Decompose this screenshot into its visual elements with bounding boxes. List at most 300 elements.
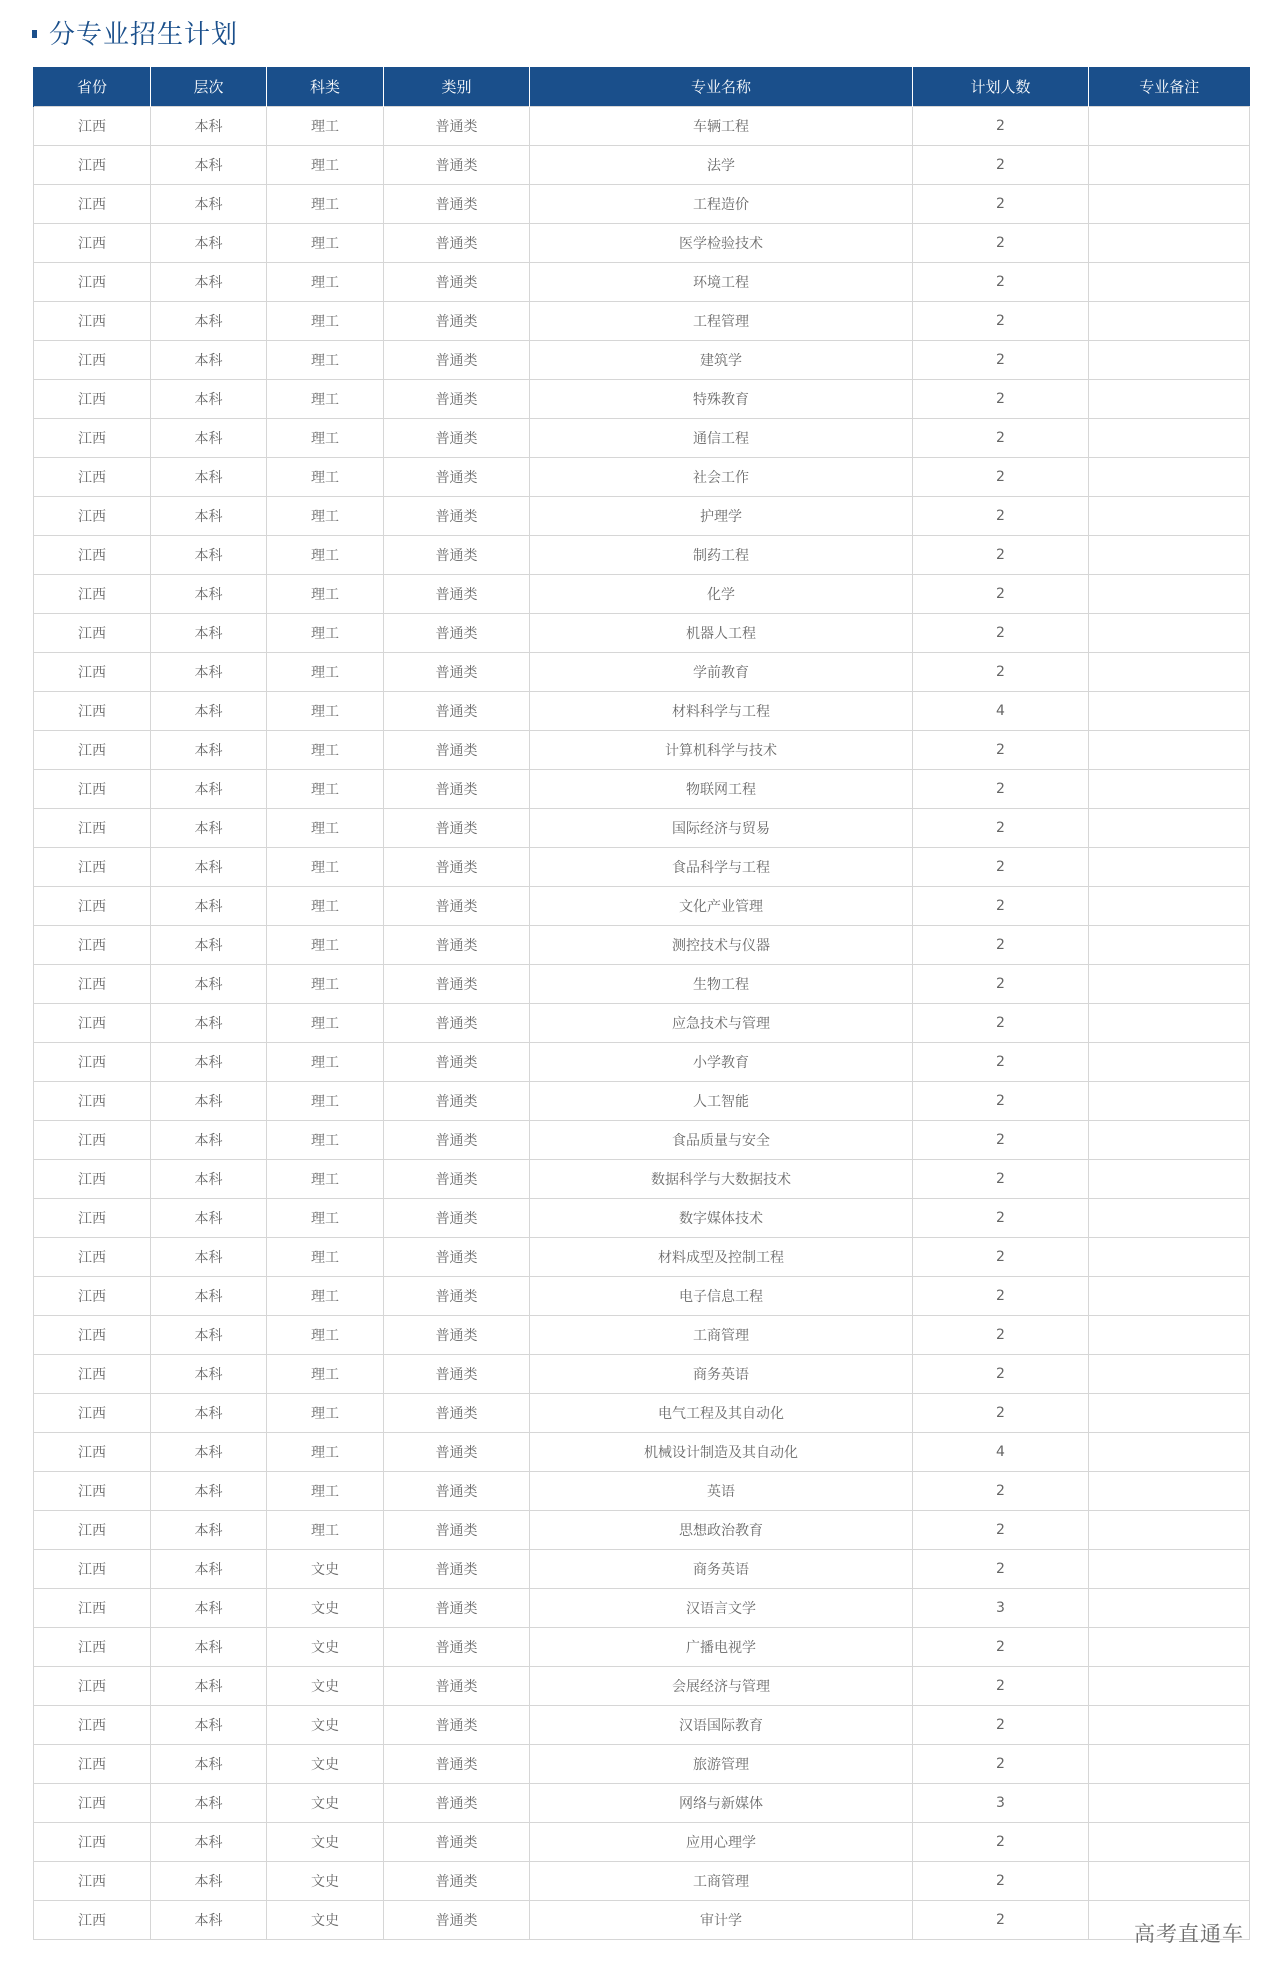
cell-province: 江西 <box>34 1823 151 1862</box>
cell-category: 普通类 <box>384 653 530 692</box>
cell-major-name: 应急技术与管理 <box>530 1004 913 1043</box>
cell-major-name: 汉语言文学 <box>530 1589 913 1628</box>
cell-major-note <box>1089 965 1250 1004</box>
cell-level: 本科 <box>151 1862 267 1901</box>
cell-level: 本科 <box>151 497 267 536</box>
table-row <box>34 1004 1250 1043</box>
cell-major-name: 环境工程 <box>530 263 913 302</box>
cell-category: 普通类 <box>384 1511 530 1550</box>
cell-plan-count: 2 <box>913 458 1089 497</box>
cell-subject-type: 理工 <box>267 614 384 653</box>
cell-province: 江西 <box>34 1082 151 1121</box>
cell-category: 普通类 <box>384 1745 530 1784</box>
cell-subject-type: 理工 <box>267 1043 384 1082</box>
cell-plan-count: 2 <box>913 1082 1089 1121</box>
cell-major-note <box>1089 731 1250 770</box>
cell-major-name: 工程造价 <box>530 185 913 224</box>
cell-subject-type: 理工 <box>267 224 384 263</box>
cell-major-note <box>1089 1394 1250 1433</box>
cell-category: 普通类 <box>384 1901 530 1940</box>
cell-level: 本科 <box>151 302 267 341</box>
cell-major-note <box>1089 1823 1250 1862</box>
cell-province: 江西 <box>34 1901 151 1940</box>
cell-subject-type: 理工 <box>267 1433 384 1472</box>
cell-major-note <box>1089 653 1250 692</box>
cell-level: 本科 <box>151 146 267 185</box>
cell-major-name: 护理学 <box>530 497 913 536</box>
cell-category: 普通类 <box>384 1628 530 1667</box>
cell-level: 本科 <box>151 1550 267 1589</box>
column-header-province: 省份 <box>34 67 151 107</box>
cell-plan-count: 2 <box>913 1238 1089 1277</box>
table-row <box>34 965 1250 1004</box>
cell-province: 江西 <box>34 1004 151 1043</box>
cell-level: 本科 <box>151 809 267 848</box>
cell-major-note <box>1089 263 1250 302</box>
cell-subject-type: 文史 <box>267 1628 384 1667</box>
cell-province: 江西 <box>34 1121 151 1160</box>
cell-major-note <box>1089 887 1250 926</box>
cell-major-note <box>1089 224 1250 263</box>
table-row <box>34 887 1250 926</box>
cell-major-note <box>1089 302 1250 341</box>
cell-level: 本科 <box>151 1121 267 1160</box>
cell-province: 江西 <box>34 575 151 614</box>
table-row <box>34 770 1250 809</box>
cell-level: 本科 <box>151 185 267 224</box>
cell-province: 江西 <box>34 1628 151 1667</box>
table-row <box>34 146 1250 185</box>
table-row <box>34 1784 1250 1823</box>
table-row <box>34 1550 1250 1589</box>
cell-major-note <box>1089 1160 1250 1199</box>
cell-subject-type: 文史 <box>267 1901 384 1940</box>
cell-major-note <box>1089 380 1250 419</box>
cell-subject-type: 理工 <box>267 653 384 692</box>
cell-major-name: 生物工程 <box>530 965 913 1004</box>
cell-major-name: 商务英语 <box>530 1355 913 1394</box>
cell-major-note <box>1089 1277 1250 1316</box>
cell-subject-type: 理工 <box>267 1004 384 1043</box>
table-row <box>34 1862 1250 1901</box>
cell-province: 江西 <box>34 809 151 848</box>
cell-subject-type: 理工 <box>267 1160 384 1199</box>
cell-subject-type: 理工 <box>267 1511 384 1550</box>
cell-province: 江西 <box>34 1160 151 1199</box>
cell-subject-type: 理工 <box>267 302 384 341</box>
cell-level: 本科 <box>151 1589 267 1628</box>
cell-major-note <box>1089 1355 1250 1394</box>
cell-level: 本科 <box>151 458 267 497</box>
cell-level: 本科 <box>151 614 267 653</box>
cell-major-note <box>1089 1433 1250 1472</box>
cell-level: 本科 <box>151 1667 267 1706</box>
cell-category: 普通类 <box>384 380 530 419</box>
cell-category: 普通类 <box>384 575 530 614</box>
cell-province: 江西 <box>34 1394 151 1433</box>
cell-subject-type: 理工 <box>267 1199 384 1238</box>
admission-plan-table <box>33 67 1250 1940</box>
cell-province: 江西 <box>34 263 151 302</box>
cell-major-note <box>1089 1550 1250 1589</box>
cell-category: 普通类 <box>384 263 530 302</box>
table-row <box>34 1511 1250 1550</box>
cell-province: 江西 <box>34 536 151 575</box>
cell-major-name: 计算机科学与技术 <box>530 731 913 770</box>
title-bullet-icon <box>32 30 37 38</box>
cell-major-name: 应用心理学 <box>530 1823 913 1862</box>
cell-level: 本科 <box>151 1394 267 1433</box>
table-body <box>34 107 1250 1940</box>
cell-major-name: 数据科学与大数据技术 <box>530 1160 913 1199</box>
cell-plan-count: 2 <box>913 1550 1089 1589</box>
cell-major-name: 制药工程 <box>530 536 913 575</box>
cell-level: 本科 <box>151 575 267 614</box>
cell-major-note <box>1089 1121 1250 1160</box>
cell-major-name: 食品质量与安全 <box>530 1121 913 1160</box>
cell-plan-count: 2 <box>913 1043 1089 1082</box>
table-row <box>34 731 1250 770</box>
cell-plan-count: 2 <box>913 146 1089 185</box>
cell-major-note <box>1089 692 1250 731</box>
cell-category: 普通类 <box>384 1472 530 1511</box>
cell-province: 江西 <box>34 224 151 263</box>
cell-subject-type: 理工 <box>267 770 384 809</box>
cell-major-note <box>1089 1472 1250 1511</box>
cell-subject-type: 理工 <box>267 341 384 380</box>
cell-subject-type: 理工 <box>267 1121 384 1160</box>
cell-plan-count: 2 <box>913 497 1089 536</box>
table-row <box>34 692 1250 731</box>
cell-major-name: 物联网工程 <box>530 770 913 809</box>
cell-subject-type: 文史 <box>267 1745 384 1784</box>
cell-category: 普通类 <box>384 887 530 926</box>
cell-province: 江西 <box>34 1784 151 1823</box>
cell-level: 本科 <box>151 965 267 1004</box>
cell-province: 江西 <box>34 458 151 497</box>
cell-level: 本科 <box>151 887 267 926</box>
cell-plan-count: 2 <box>913 1316 1089 1355</box>
cell-subject-type: 文史 <box>267 1862 384 1901</box>
cell-province: 江西 <box>34 419 151 458</box>
table-row <box>34 1355 1250 1394</box>
cell-level: 本科 <box>151 1901 267 1940</box>
cell-major-name: 审计学 <box>530 1901 913 1940</box>
cell-major-name: 车辆工程 <box>530 107 913 146</box>
cell-subject-type: 理工 <box>267 263 384 302</box>
cell-level: 本科 <box>151 1745 267 1784</box>
cell-subject-type: 理工 <box>267 536 384 575</box>
cell-plan-count: 2 <box>913 341 1089 380</box>
cell-province: 江西 <box>34 1199 151 1238</box>
cell-major-name: 旅游管理 <box>530 1745 913 1784</box>
cell-category: 普通类 <box>384 1433 530 1472</box>
cell-subject-type: 理工 <box>267 848 384 887</box>
cell-category: 普通类 <box>384 1784 530 1823</box>
cell-level: 本科 <box>151 341 267 380</box>
cell-plan-count: 2 <box>913 731 1089 770</box>
section-header <box>32 12 238 52</box>
cell-subject-type: 理工 <box>267 731 384 770</box>
cell-major-name: 工商管理 <box>530 1862 913 1901</box>
cell-major-name: 机器人工程 <box>530 614 913 653</box>
cell-major-name: 数字媒体技术 <box>530 1199 913 1238</box>
cell-major-name: 通信工程 <box>530 419 913 458</box>
cell-major-name: 材料成型及控制工程 <box>530 1238 913 1277</box>
cell-category: 普通类 <box>384 1862 530 1901</box>
cell-major-name: 材料科学与工程 <box>530 692 913 731</box>
cell-plan-count: 2 <box>913 848 1089 887</box>
table-row <box>34 1316 1250 1355</box>
table-row <box>34 1628 1250 1667</box>
cell-level: 本科 <box>151 1004 267 1043</box>
column-header-subject-type: 科类 <box>267 67 384 107</box>
cell-level: 本科 <box>151 1238 267 1277</box>
cell-category: 普通类 <box>384 1238 530 1277</box>
table-header-row <box>34 67 1250 107</box>
cell-major-note <box>1089 1082 1250 1121</box>
cell-plan-count: 3 <box>913 1589 1089 1628</box>
table-row <box>34 263 1250 302</box>
cell-category: 普通类 <box>384 146 530 185</box>
cell-plan-count: 2 <box>913 1745 1089 1784</box>
table-row <box>34 1901 1250 1940</box>
cell-major-name: 广播电视学 <box>530 1628 913 1667</box>
cell-category: 普通类 <box>384 1199 530 1238</box>
cell-category: 普通类 <box>384 809 530 848</box>
cell-level: 本科 <box>151 1043 267 1082</box>
table-row <box>34 614 1250 653</box>
cell-category: 普通类 <box>384 965 530 1004</box>
cell-plan-count: 2 <box>913 809 1089 848</box>
cell-major-name: 国际经济与贸易 <box>530 809 913 848</box>
cell-subject-type: 文史 <box>267 1823 384 1862</box>
cell-category: 普通类 <box>384 1667 530 1706</box>
cell-category: 普通类 <box>384 770 530 809</box>
cell-subject-type: 理工 <box>267 1394 384 1433</box>
cell-plan-count: 2 <box>913 380 1089 419</box>
cell-subject-type: 理工 <box>267 1238 384 1277</box>
cell-plan-count: 2 <box>913 653 1089 692</box>
cell-major-name: 医学检验技术 <box>530 224 913 263</box>
cell-major-name: 人工智能 <box>530 1082 913 1121</box>
cell-plan-count: 4 <box>913 1433 1089 1472</box>
cell-major-note <box>1089 575 1250 614</box>
table-row <box>34 1667 1250 1706</box>
cell-major-note <box>1089 1745 1250 1784</box>
cell-subject-type: 理工 <box>267 692 384 731</box>
cell-category: 普通类 <box>384 926 530 965</box>
cell-category: 普通类 <box>384 614 530 653</box>
cell-subject-type: 理工 <box>267 1082 384 1121</box>
cell-subject-type: 文史 <box>267 1706 384 1745</box>
cell-major-name: 机械设计制造及其自动化 <box>530 1433 913 1472</box>
cell-level: 本科 <box>151 419 267 458</box>
cell-subject-type: 理工 <box>267 1316 384 1355</box>
cell-level: 本科 <box>151 380 267 419</box>
cell-major-note <box>1089 185 1250 224</box>
cell-level: 本科 <box>151 536 267 575</box>
cell-level: 本科 <box>151 1355 267 1394</box>
cell-major-note <box>1089 1706 1250 1745</box>
cell-category: 普通类 <box>384 1004 530 1043</box>
column-header-category: 类别 <box>384 67 530 107</box>
table-row <box>34 1160 1250 1199</box>
cell-major-name: 建筑学 <box>530 341 913 380</box>
cell-subject-type: 理工 <box>267 1472 384 1511</box>
cell-province: 江西 <box>34 1238 151 1277</box>
cell-plan-count: 2 <box>913 1160 1089 1199</box>
cell-plan-count: 2 <box>913 965 1089 1004</box>
table-row <box>34 1082 1250 1121</box>
column-header-level: 层次 <box>151 67 267 107</box>
cell-subject-type: 文史 <box>267 1589 384 1628</box>
cell-plan-count: 2 <box>913 302 1089 341</box>
cell-major-note <box>1089 1199 1250 1238</box>
table-row <box>34 926 1250 965</box>
cell-subject-type: 文史 <box>267 1667 384 1706</box>
cell-province: 江西 <box>34 731 151 770</box>
table-row <box>34 1121 1250 1160</box>
table-row <box>34 1706 1250 1745</box>
cell-subject-type: 理工 <box>267 107 384 146</box>
cell-major-name: 汉语国际教育 <box>530 1706 913 1745</box>
cell-major-name: 会展经济与管理 <box>530 1667 913 1706</box>
cell-level: 本科 <box>151 1511 267 1550</box>
table-row <box>34 185 1250 224</box>
cell-subject-type: 文史 <box>267 1550 384 1589</box>
cell-level: 本科 <box>151 1823 267 1862</box>
cell-major-name: 文化产业管理 <box>530 887 913 926</box>
cell-category: 普通类 <box>384 1277 530 1316</box>
cell-category: 普通类 <box>384 419 530 458</box>
cell-major-name: 化学 <box>530 575 913 614</box>
column-header-major-name: 专业名称 <box>530 67 913 107</box>
cell-category: 普通类 <box>384 692 530 731</box>
cell-province: 江西 <box>34 146 151 185</box>
cell-plan-count: 2 <box>913 926 1089 965</box>
cell-level: 本科 <box>151 770 267 809</box>
cell-plan-count: 2 <box>913 419 1089 458</box>
cell-major-note <box>1089 809 1250 848</box>
table-row <box>34 848 1250 887</box>
cell-plan-count: 4 <box>913 692 1089 731</box>
cell-province: 江西 <box>34 1043 151 1082</box>
cell-province: 江西 <box>34 1355 151 1394</box>
cell-subject-type: 理工 <box>267 380 384 419</box>
cell-major-name: 商务英语 <box>530 1550 913 1589</box>
cell-category: 普通类 <box>384 185 530 224</box>
table-row <box>34 380 1250 419</box>
cell-province: 江西 <box>34 1862 151 1901</box>
cell-province: 江西 <box>34 926 151 965</box>
table-row <box>34 1745 1250 1784</box>
cell-province: 江西 <box>34 887 151 926</box>
cell-category: 普通类 <box>384 341 530 380</box>
table-row <box>34 1394 1250 1433</box>
cell-category: 普通类 <box>384 302 530 341</box>
cell-major-note <box>1089 1667 1250 1706</box>
cell-plan-count: 2 <box>913 1628 1089 1667</box>
cell-province: 江西 <box>34 848 151 887</box>
cell-category: 普通类 <box>384 1394 530 1433</box>
cell-subject-type: 理工 <box>267 965 384 1004</box>
cell-province: 江西 <box>34 1667 151 1706</box>
cell-major-name: 食品科学与工程 <box>530 848 913 887</box>
table-row <box>34 1823 1250 1862</box>
cell-province: 江西 <box>34 692 151 731</box>
table-row <box>34 341 1250 380</box>
cell-major-note <box>1089 614 1250 653</box>
cell-major-name: 网络与新媒体 <box>530 1784 913 1823</box>
table-row <box>34 107 1250 146</box>
page-title: 分专业招生计划 <box>49 19 239 50</box>
cell-province: 江西 <box>34 380 151 419</box>
cell-major-name: 学前教育 <box>530 653 913 692</box>
cell-province: 江西 <box>34 1745 151 1784</box>
cell-level: 本科 <box>151 848 267 887</box>
cell-level: 本科 <box>151 653 267 692</box>
cell-major-name: 小学教育 <box>530 1043 913 1082</box>
cell-plan-count: 2 <box>913 1706 1089 1745</box>
cell-plan-count: 2 <box>913 185 1089 224</box>
cell-subject-type: 理工 <box>267 926 384 965</box>
cell-plan-count: 2 <box>913 536 1089 575</box>
table-row <box>34 1589 1250 1628</box>
cell-level: 本科 <box>151 1160 267 1199</box>
cell-province: 江西 <box>34 1316 151 1355</box>
cell-major-note <box>1089 536 1250 575</box>
cell-level: 本科 <box>151 1628 267 1667</box>
cell-province: 江西 <box>34 965 151 1004</box>
cell-subject-type: 理工 <box>267 809 384 848</box>
cell-major-note <box>1089 1238 1250 1277</box>
cell-plan-count: 2 <box>913 614 1089 653</box>
cell-level: 本科 <box>151 1472 267 1511</box>
cell-level: 本科 <box>151 1784 267 1823</box>
cell-major-note <box>1089 1784 1250 1823</box>
cell-major-note <box>1089 146 1250 185</box>
cell-level: 本科 <box>151 1706 267 1745</box>
table-row <box>34 1433 1250 1472</box>
cell-plan-count: 2 <box>913 263 1089 302</box>
cell-category: 普通类 <box>384 1043 530 1082</box>
cell-level: 本科 <box>151 1316 267 1355</box>
cell-major-name: 英语 <box>530 1472 913 1511</box>
cell-plan-count: 2 <box>913 1004 1089 1043</box>
column-header-major-note: 专业备注 <box>1089 67 1250 107</box>
cell-major-name: 工程管理 <box>530 302 913 341</box>
cell-major-note <box>1089 458 1250 497</box>
cell-major-note <box>1089 770 1250 809</box>
cell-category: 普通类 <box>384 1121 530 1160</box>
cell-subject-type: 理工 <box>267 185 384 224</box>
cell-province: 江西 <box>34 497 151 536</box>
table-row <box>34 419 1250 458</box>
cell-plan-count: 2 <box>913 1394 1089 1433</box>
cell-category: 普通类 <box>384 1316 530 1355</box>
cell-province: 江西 <box>34 1706 151 1745</box>
cell-plan-count: 2 <box>913 1199 1089 1238</box>
cell-category: 普通类 <box>384 1160 530 1199</box>
table-row <box>34 1277 1250 1316</box>
cell-subject-type: 理工 <box>267 497 384 536</box>
cell-subject-type: 理工 <box>267 887 384 926</box>
table-row <box>34 536 1250 575</box>
cell-plan-count: 2 <box>913 1121 1089 1160</box>
cell-major-name: 思想政治教育 <box>530 1511 913 1550</box>
table-row <box>34 575 1250 614</box>
